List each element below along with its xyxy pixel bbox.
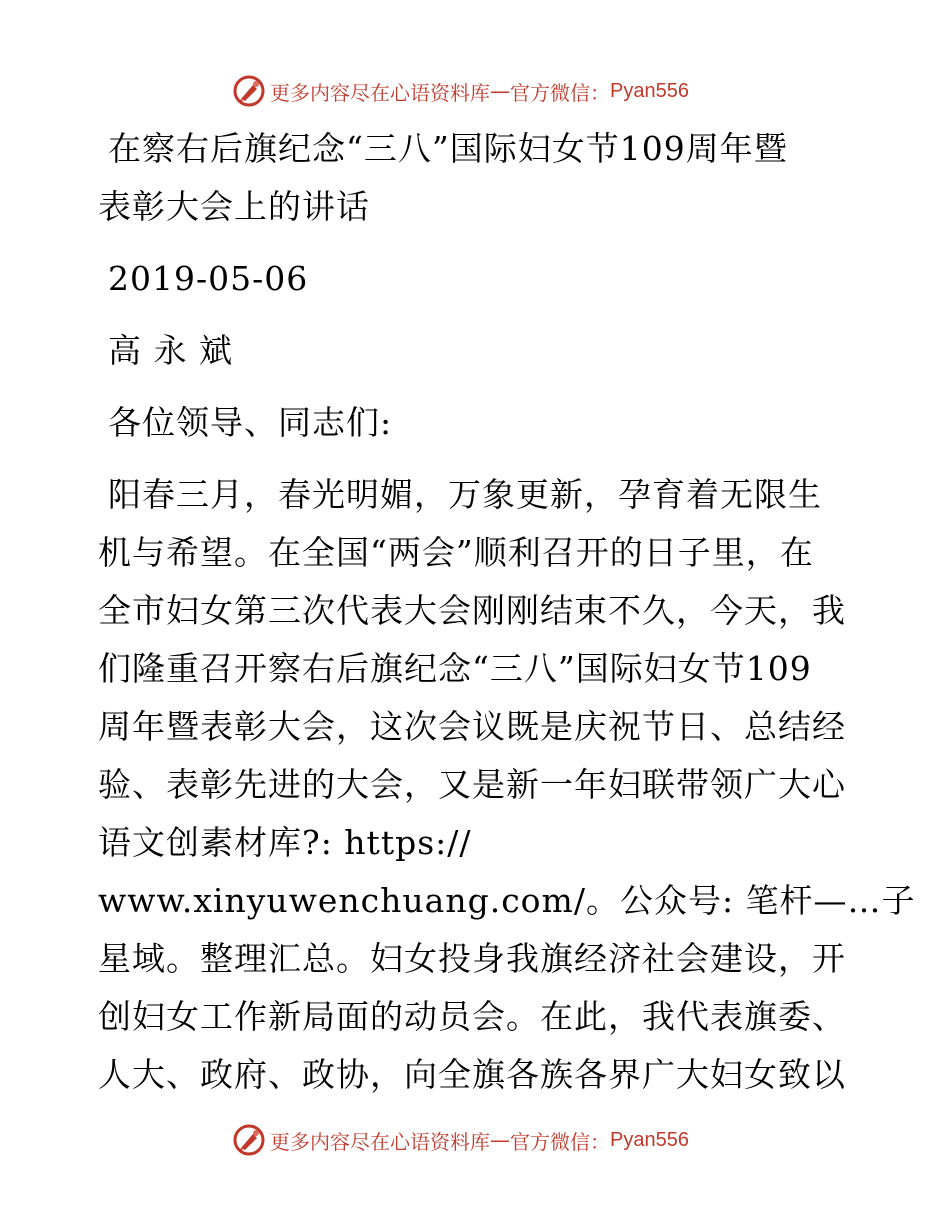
banner-separator: — — [490, 1128, 510, 1152]
paragraph-line: 全市妇女第三次代表大会刚刚结束不久，今天，我 — [98, 591, 846, 630]
banner-wechat-label: 官方微信： — [510, 1129, 610, 1154]
paragraph-line: 人大、政府、政协，向全旗各族各界广大妇女致以 — [98, 1055, 846, 1094]
document-paragraph — [98, 466, 916, 1104]
document-title-line-2: 表彰大会上的讲话 — [98, 187, 370, 226]
document-author: 高 永 斌 — [108, 331, 233, 370]
paragraph-line: 周年暨表彰大会，这次会议既是庆祝节日、总结经 — [98, 707, 846, 746]
paragraph-line: 创妇女工作新局面的动员会。在此，我代表旗委、 — [98, 997, 846, 1036]
paragraph-line: 阳春三月，春光明媚，万象更新，孕育着无限生 — [108, 475, 822, 514]
banner-wechat-id: Pyan556 — [610, 1128, 689, 1151]
paragraph-line: www.xinyuwenchuang.com/。公众号: 笔杆—…子 — [98, 881, 916, 920]
banner-text: 更多内容尽在心语资料库 — [270, 80, 490, 105]
paragraph-line: 验、表彰先进的大会，又是新一年妇联带领广大心 — [98, 765, 846, 804]
document-salutation: 各位领导、同志们: — [108, 403, 393, 442]
paragraph-line: 机与希望。在全国“两会”顺利召开的日子里，在 — [98, 533, 814, 572]
document-title-line-1: 在察右后旗纪念“三八”国际妇女节109周年暨 — [108, 129, 788, 168]
pen-logo-icon — [232, 1123, 266, 1157]
document-date: 2019-05-06 — [108, 259, 309, 298]
banner-text: 更多内容尽在心语资料库 — [270, 1129, 490, 1154]
banner-wechat-id: Pyan556 — [610, 79, 689, 102]
document-body — [98, 120, 916, 1104]
banner-wechat-label: 官方微信： — [510, 80, 610, 105]
banner-separator: — — [490, 79, 510, 103]
paragraph-line: 星域。整理汇总。妇女投身我旗经济社会建设，开 — [98, 939, 846, 978]
pen-logo-icon — [232, 74, 266, 108]
footer-banner — [232, 1121, 689, 1159]
paragraph-line: 们隆重召开察右后旗纪念“三八”国际妇女节109 — [98, 649, 812, 688]
paragraph-line: 语文创素材库?: https:// — [98, 823, 472, 862]
header-banner — [232, 72, 689, 110]
